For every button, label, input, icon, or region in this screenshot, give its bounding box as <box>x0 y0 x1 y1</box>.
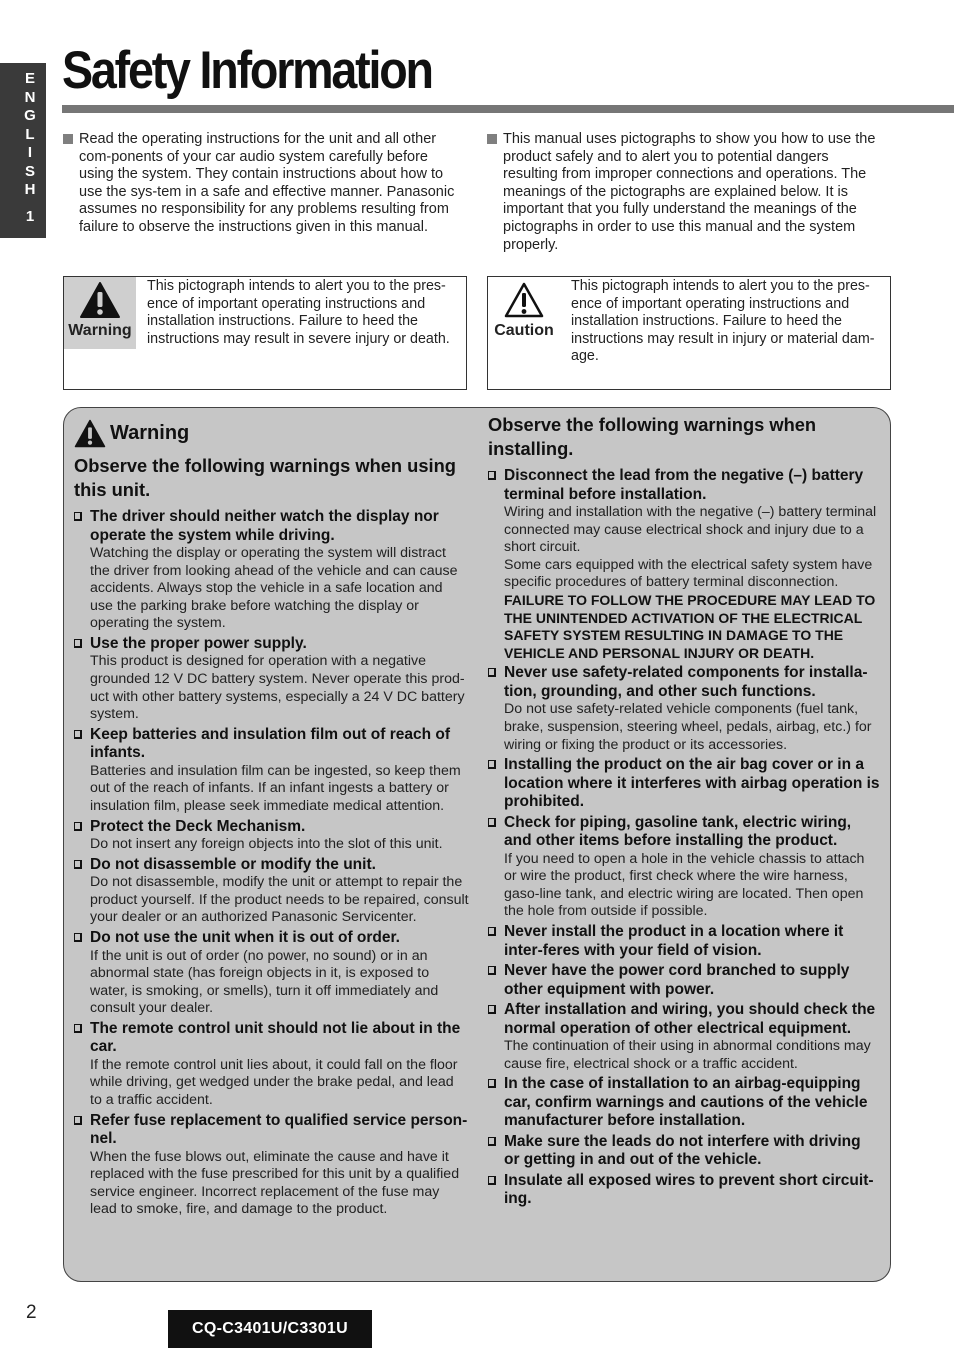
bullet-square-icon <box>63 134 73 144</box>
checkbox-bullet-icon <box>74 1024 82 1033</box>
list-item <box>74 635 469 724</box>
item-heading: Do not use the unit when it is out of order. <box>90 929 400 946</box>
item-heading: Make sure the leads do not interfere with driving or getting in and out of the vehicle. <box>504 1132 861 1169</box>
usage-warnings-column <box>74 419 469 1221</box>
usage-warnings-heading: Observe the following warnings when using this unit. <box>74 455 456 500</box>
item-body: Do not use safety-related vehicle components (fuel tank, brake, suspension, steering wheel, pedals, airbag, etc.) for wiring or fixing the product or its accessories. <box>504 701 872 753</box>
intro-right <box>487 131 883 254</box>
item-heading: Do not disassemble or modify the unit. <box>90 855 376 873</box>
list-item <box>488 814 880 921</box>
list-item <box>488 1133 880 1170</box>
item-heading: The driver should neither watch the display nor operate the system while driving. <box>90 508 439 544</box>
warning-triangle-icon <box>79 281 121 319</box>
section-number: 1 <box>25 208 35 225</box>
panel-warning-header <box>74 419 469 448</box>
caution-pictograph-box <box>487 276 891 390</box>
list-item <box>74 1020 469 1110</box>
warning-pictograph <box>64 277 136 349</box>
intro-left-text: Read the operating instructions for the unit and all other com-ponents of your car audio system carefully before using the system. They contain instructions about how to use the sys-tem in a safe and effective manner. Panasonic assumes no responsibility for any problems resulting from failure to observe the instructions given in this manual. <box>79 131 455 235</box>
list-item <box>74 1112 469 1219</box>
item-heading: Use the proper power supply. <box>90 634 307 652</box>
checkbox-bullet-icon <box>488 1137 496 1146</box>
list-item <box>488 962 880 999</box>
list-item <box>488 756 880 812</box>
list-item <box>74 856 469 927</box>
item-heading: Installing the product on the air bag cover or in a location where it interferes with airbag operation is prohibited. <box>504 756 880 811</box>
item-body: This product is designed for operation with a negative grounded 12 V DC battery system. Never operate this prod-uct with other battery systems, especially a 24 V DC battery system. <box>90 653 465 723</box>
checkbox-bullet-icon <box>488 1176 496 1185</box>
checkbox-bullet-icon <box>488 1079 496 1088</box>
item-heading: Check for piping, gasoline tank, electric wiring, and other items before installing the product. <box>504 813 852 850</box>
checkbox-bullet-icon <box>74 639 82 648</box>
list-item <box>74 929 469 1018</box>
panel-warning-label: Warning <box>110 422 190 444</box>
item-body: Do not insert any foreign objects into the slot of this unit. <box>90 836 443 853</box>
list-item <box>488 923 880 960</box>
checkbox-bullet-icon <box>488 1005 496 1014</box>
warning-pictograph-box <box>63 276 467 390</box>
caution-description: This pictograph intends to alert you to the pres-ence of important operating instructions and installation instructions. Failure to heed the instructions may result in injury or material dam-age. <box>571 278 875 365</box>
checkbox-bullet-icon <box>488 668 496 677</box>
item-body: The continuation of their using in abnormal conditions may cause fire, electrical shock or a traffic accident. <box>504 1038 871 1072</box>
list-item <box>74 818 469 854</box>
item-body: If the unit is out of order (no power, no sound) or in an abnormal state (has foreign objects in it, is exposed to water, is smoking, or smells), turn it off immediately and consult your dealer. <box>90 947 439 1017</box>
checkbox-bullet-icon <box>74 860 82 869</box>
item-heading: The remote control unit should not lie about in the car. <box>90 1019 461 1056</box>
warning-triangle-icon <box>74 419 106 448</box>
item-heading: Disconnect the lead from the negative (–) battery terminal before installation. <box>504 467 864 503</box>
intro-right-text: This manual uses pictographs to show you how to use the product safely and to alert you to potential dangers resulting from improper connections and operations. The meanings of the pictographs are explained below. It is important that you fully understand the meanings of the pictographs in order to use this manual and the system properly. <box>503 131 876 253</box>
list-item <box>488 1075 880 1131</box>
checkbox-bullet-icon <box>74 730 82 739</box>
item-body: If you need to open a hole in the vehicle chassis to attach or wire the product, first check where the wire harness, gaso-line tank, and electric wiring are located. Then open the hole from outside if possible. <box>504 850 865 920</box>
model-number-label: CQ-C3401U/C3301U <box>168 1310 372 1348</box>
caution-pictograph <box>488 277 560 349</box>
item-heading: In the case of installation to an airbag-equipping car, confirm warnings and cautions of the vehicle manufacturer before installation. <box>504 1075 868 1130</box>
title-divider <box>62 105 954 113</box>
item-body: Some cars equipped with the electrical safety system have specific procedures of battery terminal disconnection. <box>504 556 873 591</box>
bullet-square-icon <box>487 134 497 144</box>
list-item <box>488 1001 880 1073</box>
item-heading: Protect the Deck Mechanism. <box>90 817 306 835</box>
item-emphasis: FAILURE TO FOLLOW THE PROCEDURE MAY LEAD TO THE UNINTENDED ACTIVATION OF THE ELECTRICAL SAFETY SYSTEM RESULTING IN DAMAGE TO THE VEHICLE AND PERSONAL INJURY OR DEATH. <box>504 591 876 661</box>
warning-label: Warning <box>68 322 132 339</box>
warning-description: This pictograph intends to alert you to the pres-ence of important operating instructions and installation instructions. Failure to heed the instructions may result in severe injury or death. <box>147 278 450 347</box>
page-title: Safety Information <box>62 41 432 100</box>
checkbox-bullet-icon <box>74 512 82 521</box>
checkbox-bullet-icon <box>488 927 496 936</box>
checkbox-bullet-icon <box>488 818 496 827</box>
item-heading: Never install the product in a location where it inter-feres with your field of vision. <box>504 923 844 959</box>
item-heading: After installation and wiring, you should check the normal operation of other electrical equipment. <box>504 1001 876 1037</box>
warnings-panel <box>63 407 891 1282</box>
caution-label: Caution <box>494 322 554 339</box>
item-heading: Never have the power cord branched to supply other equipment with power. <box>504 962 850 998</box>
checkbox-bullet-icon <box>488 760 496 769</box>
list-item <box>74 726 469 816</box>
list-item <box>74 508 469 633</box>
installation-warnings-heading: Observe the following warnings when installing. <box>488 414 817 459</box>
intro-left <box>63 131 463 237</box>
checkbox-bullet-icon <box>74 1116 82 1125</box>
list-item <box>488 1172 880 1209</box>
item-body: Watching the display or operating the system will distract the driver from looking ahead of the vehicle and can cause accidents. Always stop the vehicle in a safe location and use the parking brake before watching the display or operating the system. <box>90 545 458 632</box>
checkbox-bullet-icon <box>74 933 82 942</box>
checkbox-bullet-icon <box>488 966 496 975</box>
caution-triangle-icon <box>503 281 545 319</box>
checkbox-bullet-icon <box>488 471 496 480</box>
item-heading: Insulate all exposed wires to prevent short circuit-ing. <box>504 1171 874 1208</box>
item-body: If the remote control unit lies about, it could fall on the floor while driving, get wedged under the brake pedal, and lead to a traffic accident. <box>90 1056 458 1109</box>
item-body: Do not disassemble, modify the unit or attempt to repair the product yourself. If the product needs to be repaired, consult your dealer or an authorized Panasonic Servicenter. <box>90 874 469 926</box>
language-label: E N G L I S H <box>24 70 36 198</box>
item-heading: Never use safety-related components for installa-tion, grounding, and other such functions. <box>504 664 868 700</box>
list-item <box>488 467 880 662</box>
item-heading: Refer fuse replacement to qualified service person-nel. <box>90 1111 468 1148</box>
language-side-tab <box>0 63 46 238</box>
list-item <box>488 664 880 754</box>
item-body: Wiring and installation with the negative (–) battery terminal connected may cause electrical shock and injury due to a short circuit. <box>504 504 877 556</box>
page-number: 2 <box>26 1302 37 1323</box>
item-heading: Keep batteries and insulation film out of reach of infants. <box>90 725 450 762</box>
installation-warnings-column <box>488 413 880 1211</box>
item-body: When the fuse blows out, eliminate the cause and have it replaced with the fuse prescribed for this unit by a qualified service engineer. Incorrect replacement of the fuse may lead to smoke, fire, and damage to the product. <box>90 1148 460 1218</box>
item-body: Batteries and insulation film can be ingested, so keep them out of the reach of infants. If an infant ingests a battery or insulation film, please seek immediate medical attention. <box>90 762 461 815</box>
checkbox-bullet-icon <box>74 822 82 831</box>
